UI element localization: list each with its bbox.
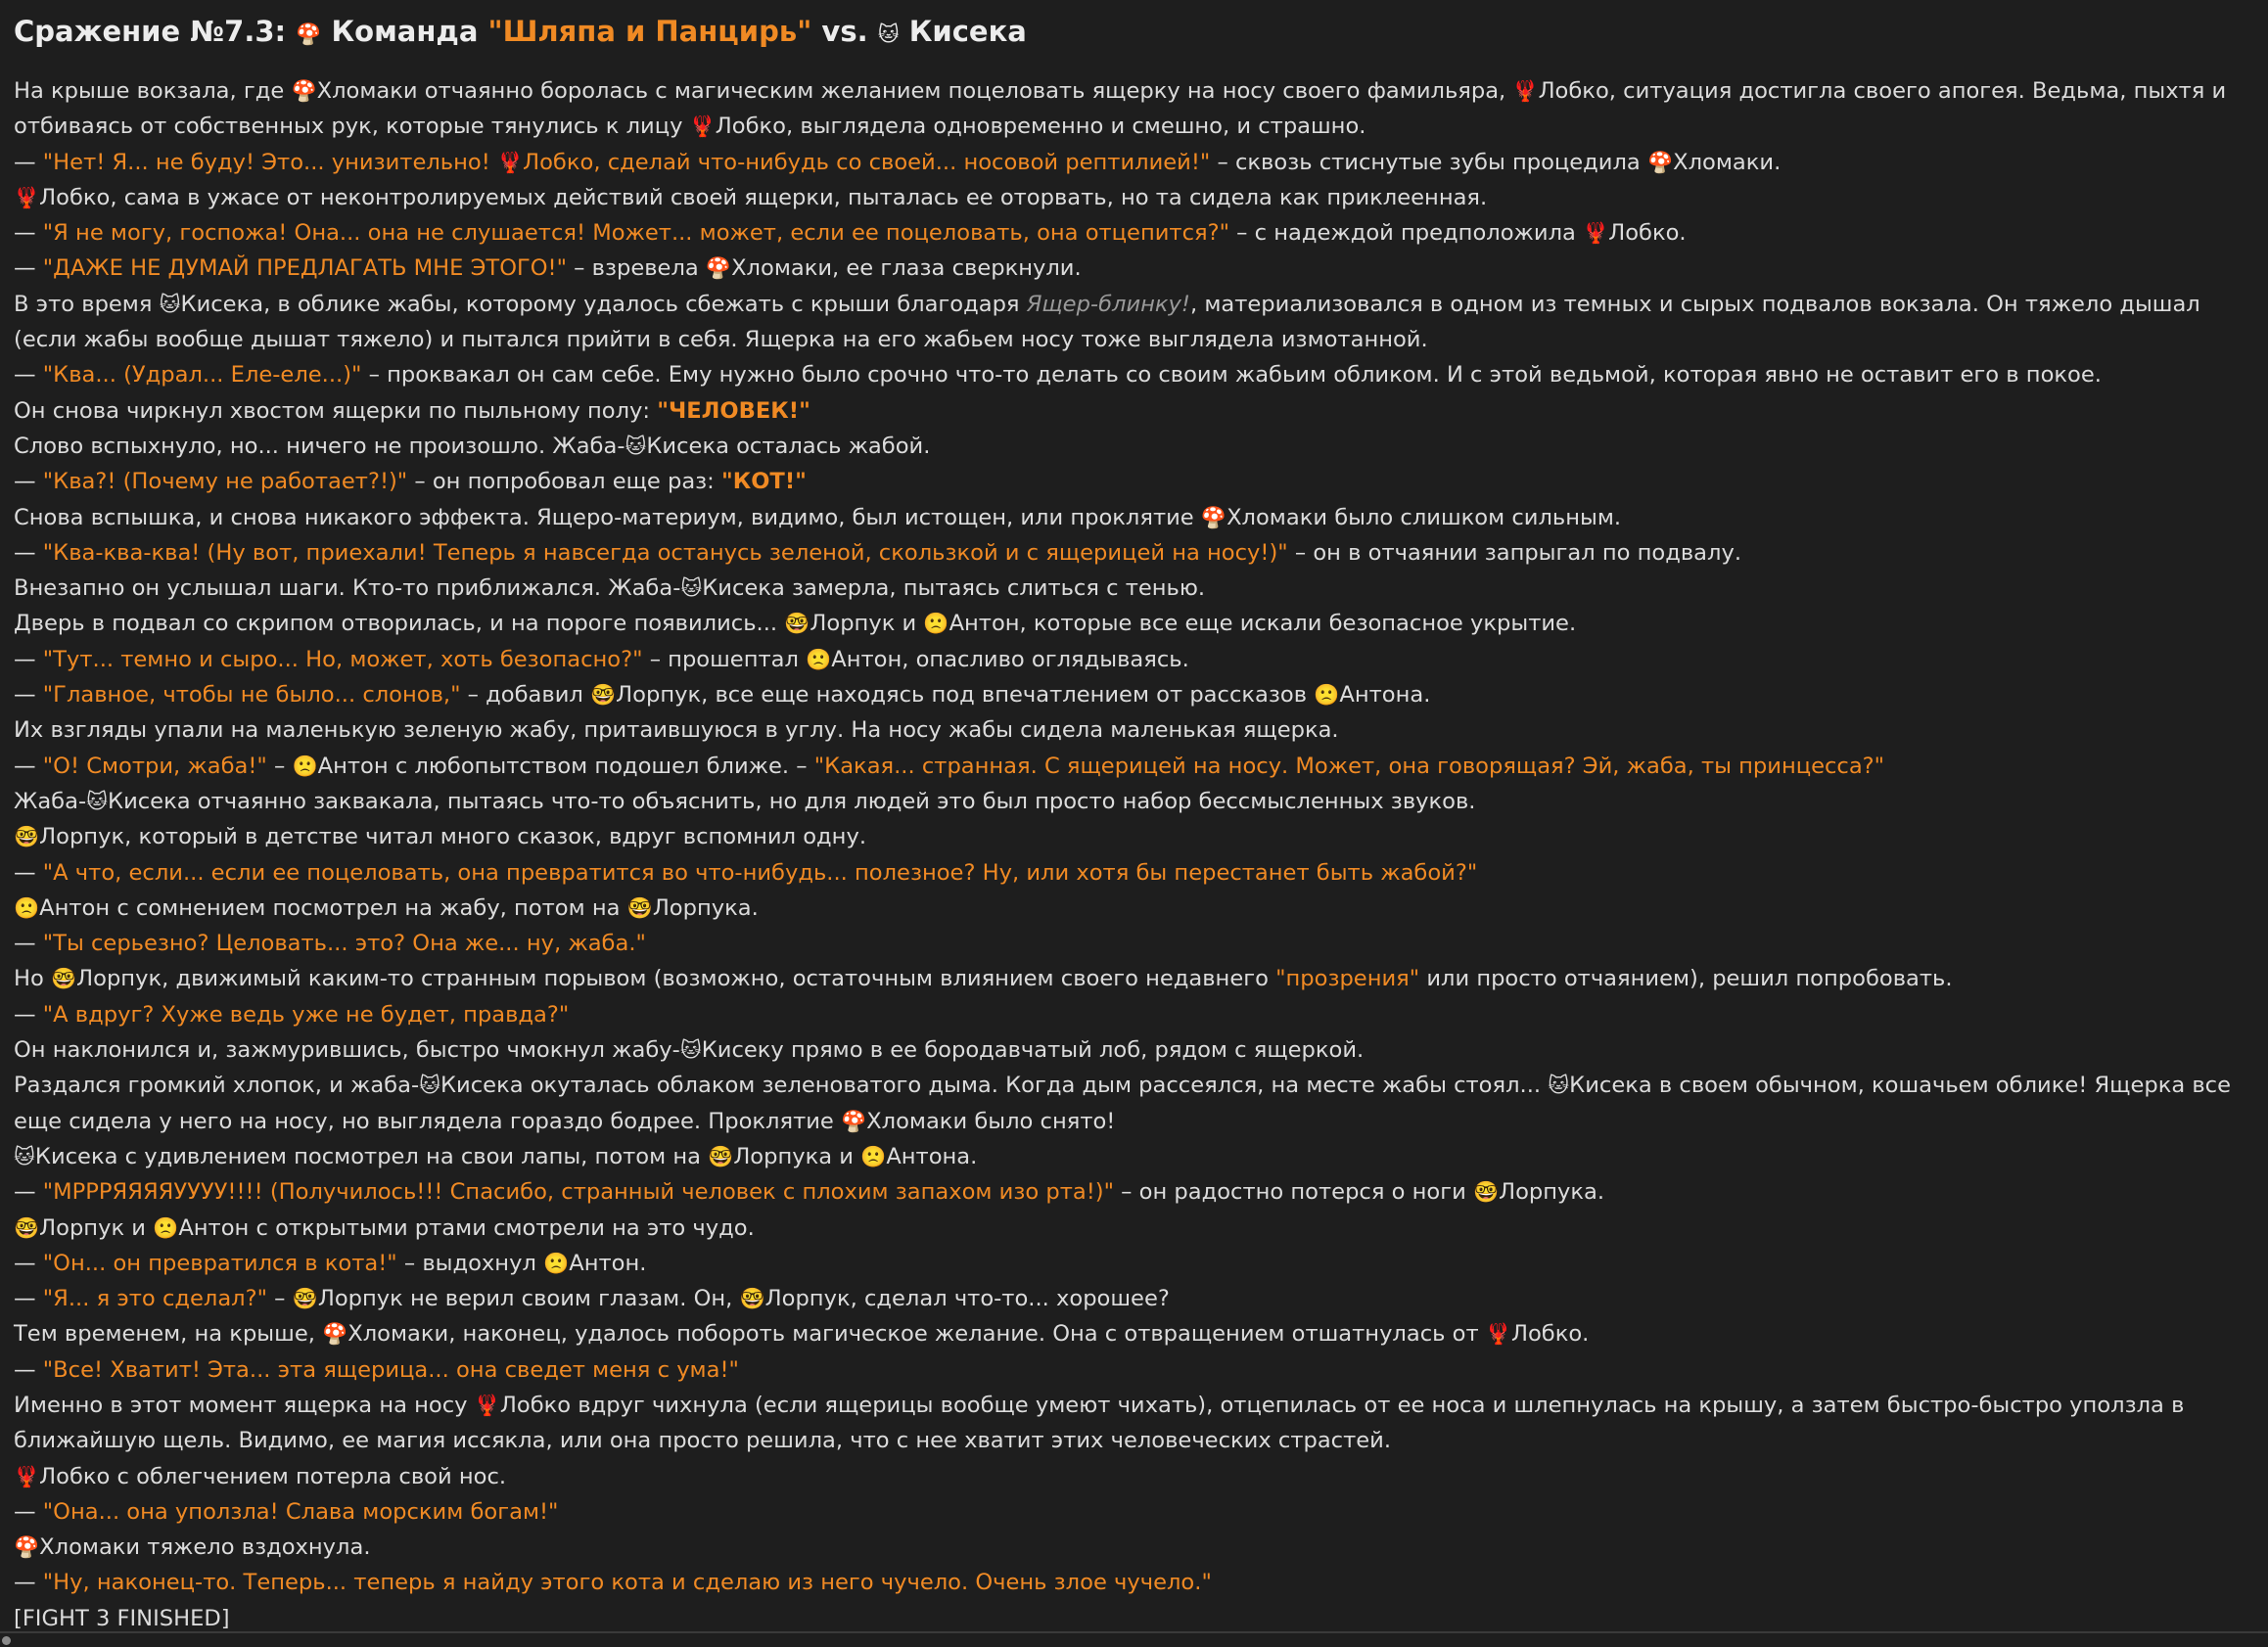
narration-text: – сквозь стиснутые зубы процедила: [1210, 149, 1647, 175]
narration-text: Лобко с облегчением потерла свой нос.: [39, 1463, 507, 1489]
story-line: [14, 1281, 2261, 1316]
narration-text: —: [14, 1356, 43, 1383]
narration-text: , материализовался в одном из темных и сырых подвалов вокзала. Он тяжело дышал (если жабы вообще дышат тяжело) и пытался прийти в себя. Ящерка на его жабьем носу тоже выглядела измотанной.: [14, 291, 2200, 353]
story-line: [14, 1352, 2261, 1388]
story-line: [14, 571, 2261, 606]
story-line: [14, 1565, 2261, 1600]
lobster-icon: 🦞: [1485, 1322, 1511, 1347]
cat-icon: 🐱: [625, 434, 647, 458]
narration-text: Но: [14, 966, 51, 992]
dialogue-quote: "Нет! Я... не буду! Это... унизительно!: [42, 149, 497, 175]
cat-icon: 🐱: [419, 1074, 441, 1098]
story-line: [14, 251, 2261, 286]
nerd-face-icon: 🤓: [14, 825, 40, 849]
story-line: [14, 1530, 2261, 1565]
narration-text: Лорпук, движимый каким-то странным порывом (возможно, остаточным влиянием своего недавнего: [76, 966, 1276, 992]
story-line: [14, 145, 2261, 180]
narration-text: —: [14, 1179, 43, 1206]
mushroom-icon: 🍄: [291, 79, 317, 103]
narration-text: Раздался громкий хлопок, и жаба-: [14, 1073, 420, 1099]
story-line: [14, 1246, 2261, 1281]
mushroom-icon: 🍄: [705, 256, 732, 281]
narration-text: – взревела: [567, 255, 706, 282]
story-line: [14, 1494, 2261, 1530]
mushroom-icon: 🍄: [296, 23, 322, 46]
story-line: [14, 180, 2261, 215]
narration-text: Антона.: [1339, 682, 1431, 709]
nerd-face-icon: 🤓: [708, 1144, 734, 1168]
narration-text: Их взгляды упали на маленькую зеленую жабу, притаившуюся в углу. На носу жабы сидела маленькая ящерка.: [14, 717, 1339, 744]
spell-word: "КОТ!": [720, 469, 807, 495]
story-line: [14, 855, 2261, 891]
narration-text: —: [14, 931, 43, 957]
narration-text: Хломаки было слишком сильным.: [1227, 504, 1622, 530]
narration-text: —: [14, 859, 43, 886]
dialogue-quote: "Я не могу, госпожа! Она... она не слушается! Может... может, если ее поцеловать, она отцепится?": [42, 220, 1229, 247]
dialogue-quote: "Тут... темно и сыро... Но, может, хоть безопасно?": [42, 646, 643, 672]
dialogue-quote: "МРРРЯЯЯЯУУУУ!!!! (Получилось!!! Спасибо, странный человек с плохим запахом изо рта!)": [42, 1179, 1114, 1206]
story-line: [14, 500, 2261, 535]
story-line: [14, 712, 2261, 748]
lobster-icon: 🦞: [1512, 79, 1539, 103]
story-line: [14, 926, 2261, 961]
narration-text: —: [14, 1570, 43, 1596]
narration-text: – с надеждой предположила: [1228, 220, 1584, 247]
narration-text: – он радостно потерся о ноги: [1113, 1179, 1473, 1206]
narration-text: Именно в этот момент ящерка на носу: [14, 1392, 475, 1418]
nerd-face-icon: 🤓: [14, 1215, 40, 1240]
dialogue-quote: "А вдруг? Хуже ведь уже не будет, правда?": [42, 1001, 570, 1028]
narration-text: —: [14, 1001, 43, 1028]
title-prefix: Сражение №7.3:: [14, 15, 297, 48]
story-line: [14, 1139, 2261, 1174]
narration-text: Он снова чиркнул хвостом ящерки по пыльному полу:: [14, 397, 658, 424]
nerd-face-icon: 🤓: [1472, 1180, 1500, 1205]
dialogue-quote: "Какая... странная. С ящерицей на носу. Может, она говорящая? Эй, жаба, ты принцесса?": [813, 753, 1885, 779]
story-line: [14, 1174, 2261, 1210]
dialogue-quote: "ДАЖЕ НЕ ДУМАЙ ПРЕДЛАГАТЬ МНЕ ЭТОГО!": [42, 255, 567, 282]
story-line: [14, 1459, 2261, 1494]
cat-icon: 🐱: [680, 576, 703, 601]
frown-face-icon: 🙁: [543, 1251, 570, 1275]
narration-text: Кисека, в облике жабы, которому удалось сбежать с крыши благодаря: [180, 291, 1027, 317]
narration-text: Хломаки было снято!: [866, 1108, 1116, 1134]
mushroom-icon: 🍄: [841, 1109, 867, 1133]
narration-text: Кисека осталась жабой.: [646, 433, 931, 459]
narration-text: —: [14, 255, 43, 282]
narration-text: —: [14, 469, 43, 495]
narration-text: Хломаки тяжело вздохнула.: [39, 1534, 371, 1561]
story-line: [14, 784, 2261, 819]
narration-text: Кисека в своем обычном, кошачьем облике! Ящерка все еще сидела у него на носу, но выглядела гораздо бодрее. Проклятие: [14, 1073, 2232, 1134]
cat-icon: 🐱: [679, 1038, 702, 1063]
frown-face-icon: 🙁: [860, 1144, 887, 1168]
spell-word: "ЧЕЛОВЕК!": [657, 397, 810, 424]
story-line: [14, 749, 2261, 784]
narration-text: Хломаки, наконец, удалось побороть магическое желание. Она с отвращением отшатнулась от: [347, 1321, 1486, 1348]
dialogue-quote: "Ква?! (Почему не работает?!)": [42, 469, 408, 495]
dialogue-quote: "А что, если... если ее поцеловать, она превратится во что-нибудь... полезное? Ну, или хотя бы перестанет быть жабой?": [42, 859, 1478, 886]
story-body: [14, 73, 2261, 1636]
narration-text: Кисека с удивлением посмотрел на свои лапы, потом на: [34, 1143, 709, 1169]
narration-text: Он наклонился и, зажмурившись, быстро чмокнул жабу-: [14, 1037, 680, 1064]
narration-text: – выдохнул: [396, 1250, 544, 1276]
story-line: [14, 73, 2261, 145]
cat-icon: 🐱: [86, 789, 109, 813]
narration-text: Лорпук, все еще находясь под впечатлением от рассказов: [616, 682, 1315, 709]
mushroom-icon: 🍄: [1200, 505, 1227, 529]
nerd-face-icon: 🤓: [292, 1287, 318, 1311]
narration-text: Лобко, выглядела одновременно и смешно, и страшно.: [715, 114, 1366, 140]
title-team-word: Команда: [321, 15, 488, 48]
narration-text: Лорпук, который в детстве читал много сказок, вдруг вспомнил одну.: [39, 824, 866, 850]
cat-icon: 🐱: [159, 292, 181, 316]
narration-text: Лобко.: [1608, 220, 1687, 247]
mushroom-icon: 🍄: [14, 1535, 40, 1560]
mushroom-icon: 🍄: [1646, 150, 1674, 174]
narration-text: Лорпук, сделал что-то... хорошее?: [764, 1286, 1170, 1312]
narration-text: Слово вспыхнуло, но... ничего не произошло. Жаба-: [14, 433, 625, 459]
dialogue-quote: "Все! Хватит! Эта... эта ящерица... она сведет меня с ума!": [42, 1356, 739, 1383]
dialogue-quote: "Ква-ква-ква! (Ну вот, приехали! Теперь я навсегда останусь зеленой, скользкой и с ящерицей на носу!)": [42, 539, 1288, 566]
dialogue-quote: Лобко, сделай что-нибудь со своей... носовой рептилией!": [523, 149, 1211, 175]
narration-text: Кисека окуталась облаком зеленоватого дыма. Когда дым рассеялся, на месте жабы стоял...: [440, 1073, 1549, 1099]
narration-text: Кисека замерла, пытаясь слиться с тенью.: [702, 575, 1206, 602]
narration-text: Лорпука.: [652, 894, 759, 921]
lobster-icon: 🦞: [14, 1464, 40, 1488]
narration-text: Лобко.: [1510, 1321, 1590, 1348]
lobster-icon: 🦞: [496, 150, 524, 174]
narration-text: Лорпук и: [39, 1214, 154, 1241]
dialogue-quote: "Она... она уползла! Слава морским богам!": [42, 1498, 559, 1525]
dialogue-quote: "Он... он превратился в кота!": [42, 1250, 397, 1276]
cat-icon: 🐱: [1548, 1074, 1570, 1098]
story-line: [14, 1211, 2261, 1246]
narration-text: Лорпука и: [733, 1143, 861, 1169]
frown-face-icon: 🙁: [1314, 683, 1340, 708]
chat-message: [14, 10, 2261, 1636]
bottom-divider: [0, 1631, 2268, 1633]
dialogue-quote: "О! Смотри, жаба!": [42, 753, 267, 779]
story-line: [14, 606, 2261, 641]
lobster-icon: 🦞: [689, 114, 716, 139]
narration-text: Тем временем, на крыше,: [14, 1321, 323, 1348]
cat-icon: 🐱: [14, 1144, 35, 1168]
nerd-face-icon: 🤓: [590, 683, 617, 708]
narration-text: Кисеку прямо в ее бородавчатый лоб, рядом с ящеркой.: [701, 1037, 1365, 1064]
narration-text: Лобко, сама в ужасе от неконтролируемых действий своей ящерки, пыталась ее оторвать, но та сидела как приклеенная.: [39, 184, 1488, 210]
narration-text: Снова вспышка, и снова никакого эффекта. Ящеро-материум, видимо, был истощен, или проклятие: [14, 504, 1201, 530]
title-opponent: Кисека: [899, 15, 1027, 48]
narration-text: – добавил: [460, 682, 591, 709]
narration-text: Лорпук и: [810, 611, 924, 637]
narration-text: Лорпук не верил своим глазам. Он,: [317, 1286, 740, 1312]
narration-text: – он попробовал еще раз:: [407, 469, 721, 495]
narration-text: – он в отчаянии запрыгал по подвалу.: [1287, 539, 1742, 566]
narration-text: Внезапно он услышал шаги. Кто-то приближался. Жаба-: [14, 575, 681, 602]
story-line: [14, 464, 2261, 499]
narration-text: Лорпука.: [1499, 1179, 1605, 1206]
story-line: [14, 819, 2261, 854]
frown-face-icon: 🙁: [292, 754, 318, 778]
title-vs: vs.: [811, 15, 878, 48]
narration-text: Антон, которые все еще искали безопасное укрытие.: [949, 611, 1577, 637]
story-line: [14, 642, 2261, 677]
narration-text: Хломаки отчаянно боролась с магическим желанием поцеловать ящерку на носу своего фамильяра,: [316, 78, 1513, 104]
narration-text: Хломаки.: [1673, 149, 1782, 175]
narration-text: Антон, опасливо оглядываясь.: [831, 646, 1189, 672]
story-line: [14, 1388, 2261, 1459]
dialogue-quote: "Ква... (Удрал... Еле-еле...)": [42, 362, 362, 389]
story-line: [14, 891, 2261, 926]
battle-title: [14, 10, 2261, 56]
dialogue-quote: "Ну, наконец-то. Теперь... теперь я найду этого кота и сделаю из него чучело. Очень злое чучело.": [42, 1570, 1212, 1596]
story-line: [14, 429, 2261, 464]
story-line: [14, 1032, 2261, 1068]
narration-text: [FIGHT 3 FINISHED]: [14, 1605, 230, 1631]
narration-text: —: [14, 753, 43, 779]
narration-text: В это время: [14, 291, 160, 317]
story-line: [14, 1068, 2261, 1139]
story-line: [14, 215, 2261, 251]
skill-name: Ящер-блинку!: [1026, 291, 1190, 317]
narration-text: Лобко вдруг чихнула (если ящерицы вообще умеют чихать), отцепилась от ее носа и шлепнулась на крышу, а затем быстро-быстро уползла в ближайшую щель. Видимо, ее магия иссякла, или она просто решила, что с нее хватит этих человеческих страстей.: [14, 1392, 2185, 1454]
narration-text: Антон с открытыми ртами смотрели на это чудо.: [178, 1214, 755, 1241]
lobster-icon: 🦞: [1583, 221, 1609, 246]
frown-face-icon: 🙁: [14, 895, 40, 920]
title-team-name: "Шляпа и Панцирь": [487, 15, 812, 48]
nerd-face-icon: 🤓: [626, 895, 653, 920]
mushroom-icon: 🍄: [322, 1322, 348, 1347]
narration-text: Жаба-: [14, 788, 87, 814]
story-line: [14, 357, 2261, 392]
narration-text: Хломаки, ее глаза сверкнули.: [731, 255, 1082, 282]
narration-text: На крыше вокзала, где: [14, 78, 292, 104]
frown-face-icon: 🙁: [923, 612, 949, 636]
narration-text: —: [14, 682, 43, 709]
nerd-face-icon: 🤓: [784, 612, 810, 636]
narration-text: —: [14, 1250, 43, 1276]
story-line: [14, 1316, 2261, 1351]
narration-text: –: [266, 753, 293, 779]
narration-text: —: [14, 220, 43, 247]
story-line: [14, 677, 2261, 712]
story-line: [14, 393, 2261, 429]
narration-text: – проквакал он сам себе. Ему нужно было срочно что-то делать со своим жабьим обликом. И с этой ведьмой, которая явно не оставит его в покое.: [361, 362, 2102, 389]
narration-text: —: [14, 149, 43, 175]
narration-text: Антон с любопытством подошел ближе. –: [317, 753, 814, 779]
narration-text: Кисека отчаянно заквакала, пытаясь что-то объяснить, но для людей это был просто набор бессмысленных звуков.: [108, 788, 1476, 814]
narration-text: —: [14, 362, 43, 389]
story-line: [14, 535, 2261, 571]
narration-text: Дверь в подвал со скрипом отворилась, и на пороге появились...: [14, 611, 785, 637]
narration-text: –: [267, 1286, 293, 1312]
nerd-face-icon: 🤓: [51, 967, 77, 991]
lobster-icon: 🦞: [474, 1393, 500, 1417]
narration-text: —: [14, 1286, 43, 1312]
frown-face-icon: 🙁: [806, 647, 832, 671]
story-line: [14, 997, 2261, 1032]
story-line: [14, 961, 2261, 996]
narration-text: Антон.: [569, 1250, 647, 1276]
cat-icon: 🐱: [877, 23, 900, 46]
lobster-icon: 🦞: [14, 185, 40, 209]
narration-text: Антон с сомнением посмотрел на жабу, потом на: [39, 894, 627, 921]
narration-text: – прошептал: [642, 646, 807, 672]
dialogue-quote: "прозрения": [1275, 966, 1420, 992]
narration-text: Лобко, ситуация достигла своего апогея. Ведьма, пыхтя и отбиваясь от собственных рук, которые тянулись к лицу: [14, 78, 2227, 140]
dialogue-quote: "Ты серьезно? Целовать... это? Она же... ну, жаба.": [42, 931, 646, 957]
narration-text: —: [14, 646, 43, 672]
nerd-face-icon: 🤓: [739, 1287, 765, 1311]
frown-face-icon: 🙁: [153, 1215, 179, 1240]
narration-text: —: [14, 1498, 43, 1525]
dialogue-quote: "Главное, чтобы не было... слонов,": [42, 682, 461, 709]
narration-text: —: [14, 539, 43, 566]
story-line: [14, 287, 2261, 358]
narration-text: Антона.: [886, 1143, 978, 1169]
narration-text: или просто отчаянием), решил попробовать.: [1419, 966, 1953, 992]
scroll-handle[interactable]: [2, 1636, 11, 1645]
dialogue-quote: "Я... я это сделал?": [42, 1286, 267, 1312]
